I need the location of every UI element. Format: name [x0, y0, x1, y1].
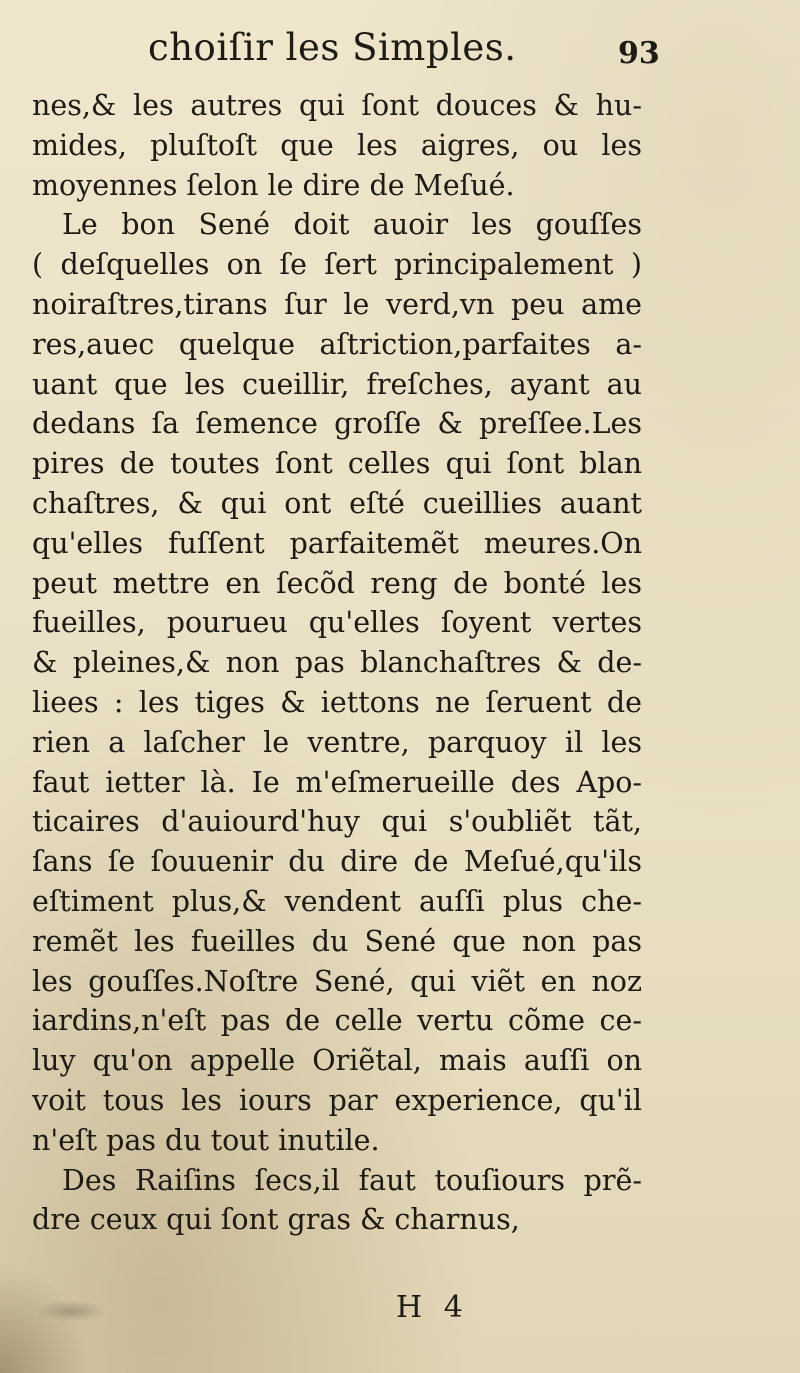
text-line: res,auec quelque aſtriction,parfaites a-	[32, 327, 642, 361]
text-line: les gouſſes.Noſtre Sené, qui viẽt en noz	[32, 964, 642, 998]
text-line: ſans ſe ſouuenir du dire de Meſué,qu'ils	[32, 845, 642, 879]
signature-mark: H 4	[396, 1290, 469, 1325]
text-line: voit tous les iours par experience, qu'il	[32, 1083, 642, 1117]
text-line: dedans ſa ſemence groſſe & preſſee.Les	[32, 407, 642, 441]
text-line: & pleines,& non pas blanchaſtres & de-	[32, 646, 642, 680]
text-line: faut ietter là. Ie m'eſmerueille des Apo-	[32, 765, 642, 799]
text-line: nes,& les autres qui ſont douces & hu-	[32, 89, 642, 122]
text-line: uant que les cueillir, freſches, ayant au	[32, 367, 642, 401]
running-head: choiſir les Simples.	[148, 26, 517, 69]
text-line: qu'elles fuſſent parfaitemẽt meures.On	[32, 526, 642, 560]
text-line: peut mettre en ſecõd reng de bonté les	[32, 566, 642, 600]
text-line: rien a laſcher le ventre, parquoy il les	[32, 725, 642, 759]
text-line: moyennes ſelon le dire de Meſué.	[32, 168, 515, 202]
text-line: chaſtres, & qui ont eſté cueillies auant	[32, 486, 642, 520]
body-text	[32, 86, 642, 1240]
text-line: mides, pluſtoſt que les aigres, ou les	[32, 128, 642, 162]
text-line: pires de toutes ſont celles qui ſont blan	[32, 447, 642, 481]
text-line: Des Raiſins ſecs,il faut touſiours prẽ-	[62, 1163, 642, 1197]
text-line: remẽt les fueilles du Sené que non pas	[32, 924, 642, 958]
text-line: ( deſquelles on ſe ſert principalement )	[32, 248, 642, 282]
text-line: fueilles, pourueu qu'elles ſoyent vertes	[32, 606, 642, 640]
text-line: dre ceux qui ſont gras & charnus,	[32, 1203, 520, 1237]
page-footer	[0, 1290, 800, 1340]
text-line: Le bon Sené doit auoir les gouſſes	[62, 208, 642, 242]
text-line: iardins,n'eſt pas de celle vertu cõme ce-	[32, 1004, 642, 1038]
page-number: 93	[618, 36, 660, 71]
page-header	[0, 22, 800, 82]
text-line: noiraſtres,tirans ſur le verd,vn peu ame	[32, 287, 642, 321]
text-line: ticaires d'auiourd'huy qui s'oubliẽt tãt,	[32, 805, 642, 839]
text-line: luy qu'on appelle Oriẽtal, mais auſſi on	[32, 1044, 642, 1078]
text-line: eſtiment plus,& vendent auſſi plus che-	[32, 884, 642, 918]
text-line: n'eſt pas du tout inutile.	[32, 1123, 380, 1157]
text-line: liees : les tiges & iettons ne ſeruent de	[32, 685, 642, 719]
ink-smudge	[36, 1300, 106, 1322]
